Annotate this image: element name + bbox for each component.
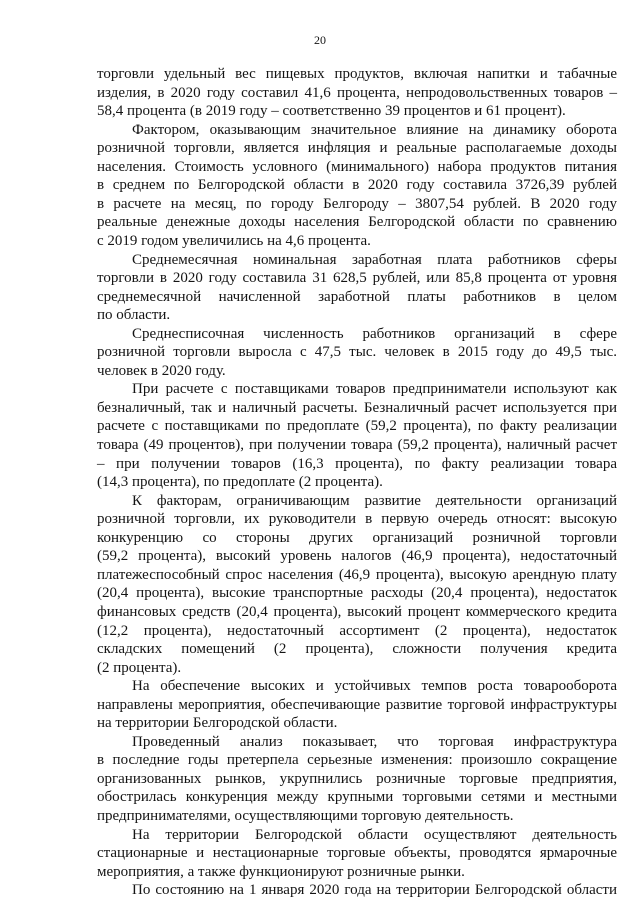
text-line: организованных рынков, укрупнились розничные торговые предприятия, bbox=[97, 770, 617, 787]
text-line: торговли в 2020 году составила 31 628,5 рублей, или 85,8 процента от уровня bbox=[97, 270, 617, 287]
text-line: Среднесписочная численность работников организаций в сфере bbox=[132, 325, 617, 342]
text-line: По состоянию на 1 января 2020 года на территории Белгородской области bbox=[132, 882, 617, 899]
text-line: 58,4 процента (в 2019 году – соответственно 39 процентов и 61 процент). bbox=[97, 103, 566, 120]
text-line: мероприятия, а также функционируют розничные рынки. bbox=[97, 863, 465, 880]
text-line: изделия, в 2020 году составил 41,6 процента, непродовольственных товаров – bbox=[97, 84, 617, 101]
text-line: безналичный, так и наличный расчеты. Безналичный расчет используется при bbox=[97, 399, 617, 416]
text-line: (20,4 процента), высокие транспортные расходы (20,4 процента), недостаток bbox=[97, 585, 617, 602]
text-line: На территории Белгородской области осуществляют деятельность bbox=[132, 826, 617, 843]
text-line: стационарные и нестационарные торговые объекты, проводятся ярмарочные bbox=[97, 845, 617, 862]
text-line: При расчете с поставщиками товаров предприниматели используют как bbox=[132, 381, 617, 398]
text-line: обострилась конкуренция между крупными торговыми сетями и местными bbox=[97, 789, 617, 806]
text-line: (59,2 процента), высокий уровень налогов (46,9 процента), недостаточный bbox=[97, 548, 617, 565]
text-line: платежеспособный спрос населения (46,9 процента), высокую арендную плату bbox=[97, 566, 617, 583]
text-line: в среднем по Белгородской области в 2020 году составила 3726,39 рублей bbox=[97, 177, 617, 194]
text-line: товара (49 процентов), при получении товара (59,2 процента), наличный расчет bbox=[97, 437, 617, 453]
text-line: На обеспечение высоких и устойчивых темпов роста товарооборота bbox=[132, 678, 617, 695]
text-line: Среднемесячная номинальная заработная плата работников сферы bbox=[132, 251, 617, 268]
text-line: среднемесячной начисленной заработной платы работников в целом bbox=[97, 288, 617, 305]
text-line: Фактором, оказывающим значительное влияние на динамику оборота bbox=[132, 121, 617, 138]
text-line: розничной торговли, является инфляция и реальные располагаемые доходы bbox=[97, 140, 617, 157]
page-number: 20 bbox=[314, 33, 326, 47]
text-line: (2 процента). bbox=[97, 659, 182, 676]
text-line: расчете с поставщиками по предоплате (59,2 процента), по факту реализации bbox=[97, 418, 617, 435]
text-line: складских помещений (2 процента), сложности получения кредита bbox=[97, 641, 617, 658]
text-line: розничной торговли выросла с 47,5 тыс. человек в 2015 году до 49,5 тыс. bbox=[97, 344, 617, 361]
text-line: розничной торговли, их руководители в первую очередь относят: высокую bbox=[97, 511, 617, 528]
text-line: (14,3 процента), по предоплате (2 процента). bbox=[97, 474, 383, 491]
text-line: населения. Стоимость условного (минимального) набора продуктов питания bbox=[97, 158, 617, 175]
text-line: Проведенный анализ показывает, что торговая инфраструктура bbox=[132, 733, 617, 750]
text-line: (12,2 процента), недостаточный ассортимент (2 процента), недостаток bbox=[97, 622, 617, 639]
text-line: предпринимателями, осуществляющими торговую деятельность. bbox=[97, 808, 514, 824]
text-line: – при получении товаров (16,3 процента), по факту реализации товара bbox=[97, 455, 617, 472]
text-line: по области. bbox=[97, 307, 171, 324]
text-line: в последние годы претерпела серьезные изменения: произошло сокращение bbox=[97, 752, 617, 769]
text-line: реальные денежные доходы населения Белгородской области по сравнению bbox=[97, 214, 617, 231]
text-line: человек в 2020 году. bbox=[97, 362, 226, 379]
text-line: на территории Белгородской области. bbox=[97, 715, 338, 732]
text-line: К факторам, ограничивающим развитие деятельности организаций bbox=[132, 492, 617, 509]
text-line: торговли удельный вес пищевых продуктов, включая напитки и табачные bbox=[97, 66, 617, 82]
text-line: в расчете на месяц, по городу Белгороду – 3807,54 рублей. В 2020 году bbox=[97, 195, 617, 212]
text-line: с 2019 годом увеличились на 4,6 процента. bbox=[97, 232, 371, 249]
text-line: конкуренцию со стороны других организаций розничной торговли bbox=[97, 529, 617, 546]
text-line: направлены мероприятия, обеспечивающие развитие торговой инфраструктуры bbox=[97, 696, 617, 713]
text-line: финансовых средств (20,4 процента), высокий процент коммерческого кредита bbox=[97, 603, 617, 620]
